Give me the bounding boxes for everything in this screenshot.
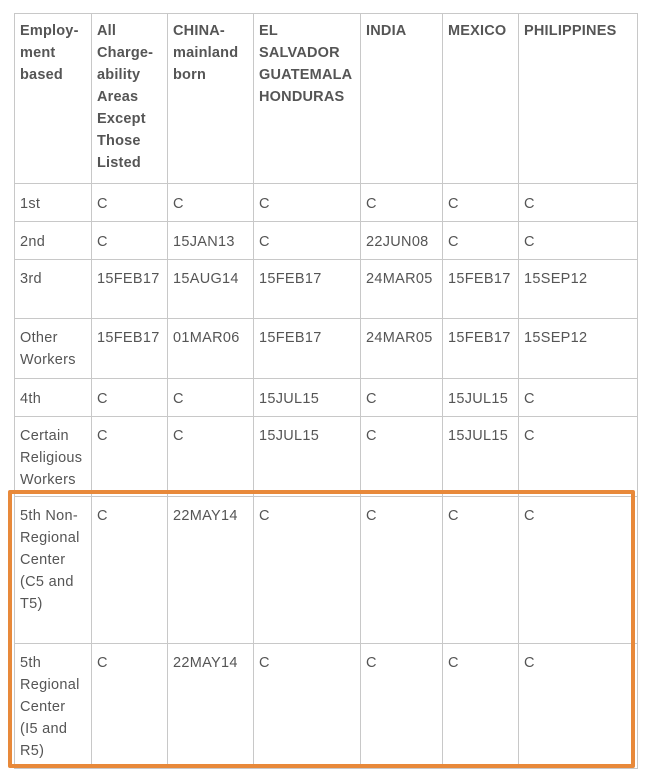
cell-all-chargeability: 15FEB17 (92, 319, 168, 379)
row-label: 5th Non-Regional Center (C5 and T5) (15, 497, 92, 644)
cell-el-salvador: 15FEB17 (254, 319, 361, 379)
cell-china: 01MAR06 (168, 319, 254, 379)
cell-all-chargeability: C (92, 417, 168, 497)
row-label: 3rd (15, 260, 92, 319)
table-row (15, 184, 638, 222)
cell-philippines: C (519, 222, 638, 260)
cell-philippines: C (519, 644, 638, 769)
cell-india: C (361, 497, 443, 644)
cell-philippines: C (519, 184, 638, 222)
cell-all-chargeability: C (92, 644, 168, 769)
table-row-highlighted (15, 644, 638, 769)
cell-el-salvador: C (254, 644, 361, 769)
cell-all-chargeability: C (92, 222, 168, 260)
table-row-highlighted (15, 497, 638, 644)
header-el-salvador-guatemala-honduras: EL SALVADOR GUATEMALA HONDURAS (254, 14, 361, 184)
cell-el-salvador: C (254, 184, 361, 222)
table-row (15, 260, 638, 319)
cell-el-salvador: C (254, 497, 361, 644)
row-label: Certain Religious Workers (15, 417, 92, 497)
cell-philippines: C (519, 417, 638, 497)
cell-india: C (361, 417, 443, 497)
cell-china: C (168, 417, 254, 497)
cell-mexico: 15JUL15 (443, 379, 519, 417)
row-label: 1st (15, 184, 92, 222)
cell-el-salvador: 15JUL15 (254, 417, 361, 497)
cell-mexico: C (443, 222, 519, 260)
cell-china: 15AUG14 (168, 260, 254, 319)
table-row (15, 379, 638, 417)
cell-philippines: 15SEP12 (519, 260, 638, 319)
cell-el-salvador: 15JUL15 (254, 379, 361, 417)
cell-india: C (361, 644, 443, 769)
cell-all-chargeability: 15FEB17 (92, 260, 168, 319)
cell-philippines: 15SEP12 (519, 319, 638, 379)
cell-india: 22JUN08 (361, 222, 443, 260)
cell-all-chargeability: C (92, 497, 168, 644)
cell-philippines: C (519, 379, 638, 417)
table-header-row (15, 14, 638, 184)
table-row (15, 222, 638, 260)
header-mexico: MEXICO (443, 14, 519, 184)
cell-el-salvador: C (254, 222, 361, 260)
row-label: Other Workers (15, 319, 92, 379)
cell-india: 24MAR05 (361, 260, 443, 319)
cell-mexico: C (443, 184, 519, 222)
cell-china: 22MAY14 (168, 644, 254, 769)
row-label: 5th Regional Center (I5 and R5) (15, 644, 92, 769)
cell-india: 24MAR05 (361, 319, 443, 379)
cell-china: 22MAY14 (168, 497, 254, 644)
cell-el-salvador: 15FEB17 (254, 260, 361, 319)
cell-china: C (168, 379, 254, 417)
cell-india: C (361, 379, 443, 417)
cell-china: 15JAN13 (168, 222, 254, 260)
header-china: CHINA-mainland born (168, 14, 254, 184)
header-philippines: PHILIPPINES (519, 14, 638, 184)
header-employment-based: Employ-ment based (15, 14, 92, 184)
cell-mexico: 15FEB17 (443, 319, 519, 379)
cell-mexico: 15JUL15 (443, 417, 519, 497)
row-label: 4th (15, 379, 92, 417)
header-all-chargeability: All Charge-ability Areas Except Those Listed (92, 14, 168, 184)
cell-mexico: C (443, 644, 519, 769)
table-row (15, 319, 638, 379)
cell-mexico: C (443, 497, 519, 644)
row-label: 2nd (15, 222, 92, 260)
visa-bulletin-table (14, 13, 638, 769)
cell-all-chargeability: C (92, 379, 168, 417)
table-row (15, 417, 638, 497)
cell-india: C (361, 184, 443, 222)
header-india: INDIA (361, 14, 443, 184)
cell-philippines: C (519, 497, 638, 644)
cell-mexico: 15FEB17 (443, 260, 519, 319)
cell-china: C (168, 184, 254, 222)
cell-all-chargeability: C (92, 184, 168, 222)
